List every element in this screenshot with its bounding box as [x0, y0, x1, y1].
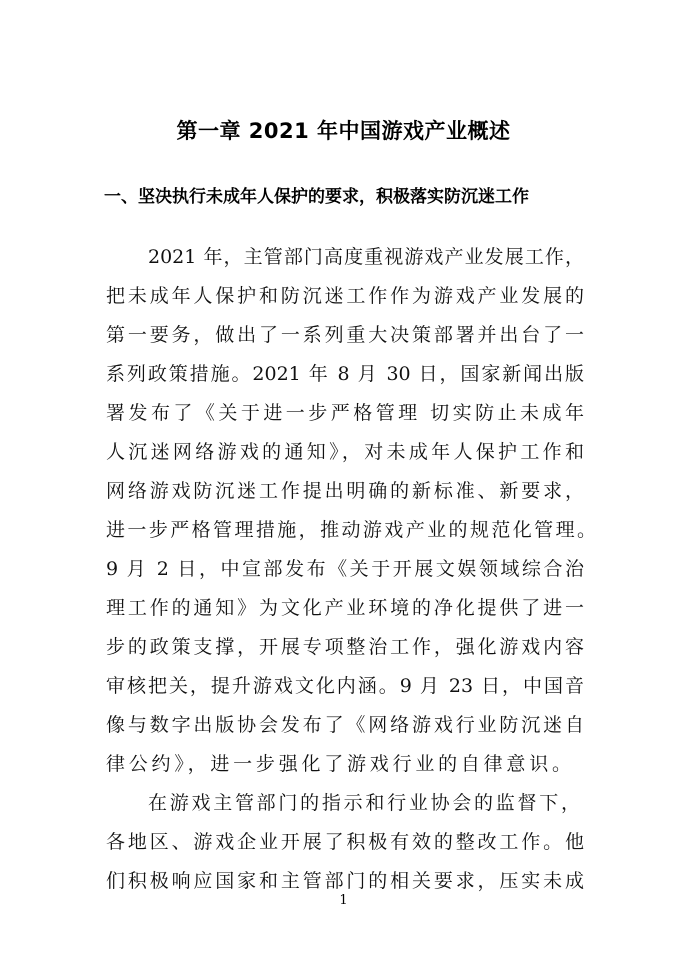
paragraph-1-line-6: 人沉迷网络游戏的通知》，对未成年人保护工作和	[106, 441, 584, 463]
paragraph-1-line-13: 像与数字出版协会发布了《网络游戏行业防沉迷自	[106, 714, 584, 736]
paragraph-2-line-3: 们积极响应国家和主管部门的相关要求，压实未成	[106, 870, 584, 892]
paragraph-1-line-10: 理工作的通知》为文化产业环境的净化提供了进一	[106, 597, 584, 619]
paragraph-1-line-3: 第一要务，做出了一系列重大决策部署并出台了一	[106, 324, 584, 346]
paragraph-1-line-1: 2021 年，主管部门高度重视游戏产业发展工作，	[148, 246, 584, 268]
paragraph-1-line-5: 署发布了《关于进一步严格管理 切实防止未成年	[106, 402, 584, 424]
paragraph-1-line-14: 律公约》，进一步强化了游戏行业的自律意识。	[106, 753, 571, 775]
paragraph-1-line-9: 9 月 2 日，中宣部发布《关于开展文娱领域综合治	[106, 558, 584, 580]
paragraph-1-line-12: 审核把关，提升游戏文化内涵。9 月 23 日，中国音	[106, 675, 584, 697]
paragraph-1-line-8: 进一步严格管理措施，推动游戏产业的规范化管理。	[106, 519, 596, 541]
section-heading: 一、坚决执行未成年人保护的要求，积极落实防沉迷工作	[104, 187, 529, 207]
paragraph-2-line-2: 各地区、游戏企业开展了积极有效的整改工作。他	[106, 831, 584, 853]
page-number: 1	[339, 893, 348, 908]
paragraph-1-line-7: 网络游戏防沉迷工作提出明确的新标准、新要求，	[106, 480, 584, 502]
paragraph-1-line-4: 系列政策措施。2021 年 8 月 30 日，国家新闻出版	[106, 363, 584, 385]
chapter-title: 第一章 2021 年中国游戏产业概述	[176, 119, 511, 143]
paragraph-1-line-11: 步的政策支撑，开展专项整治工作，强化游戏内容	[106, 636, 584, 658]
paragraph-2-line-1: 在游戏主管部门的指示和行业协会的监督下，	[148, 792, 580, 814]
paragraph-1-line-2: 把未成年人保护和防沉迷工作作为游戏产业发展的	[106, 285, 584, 307]
